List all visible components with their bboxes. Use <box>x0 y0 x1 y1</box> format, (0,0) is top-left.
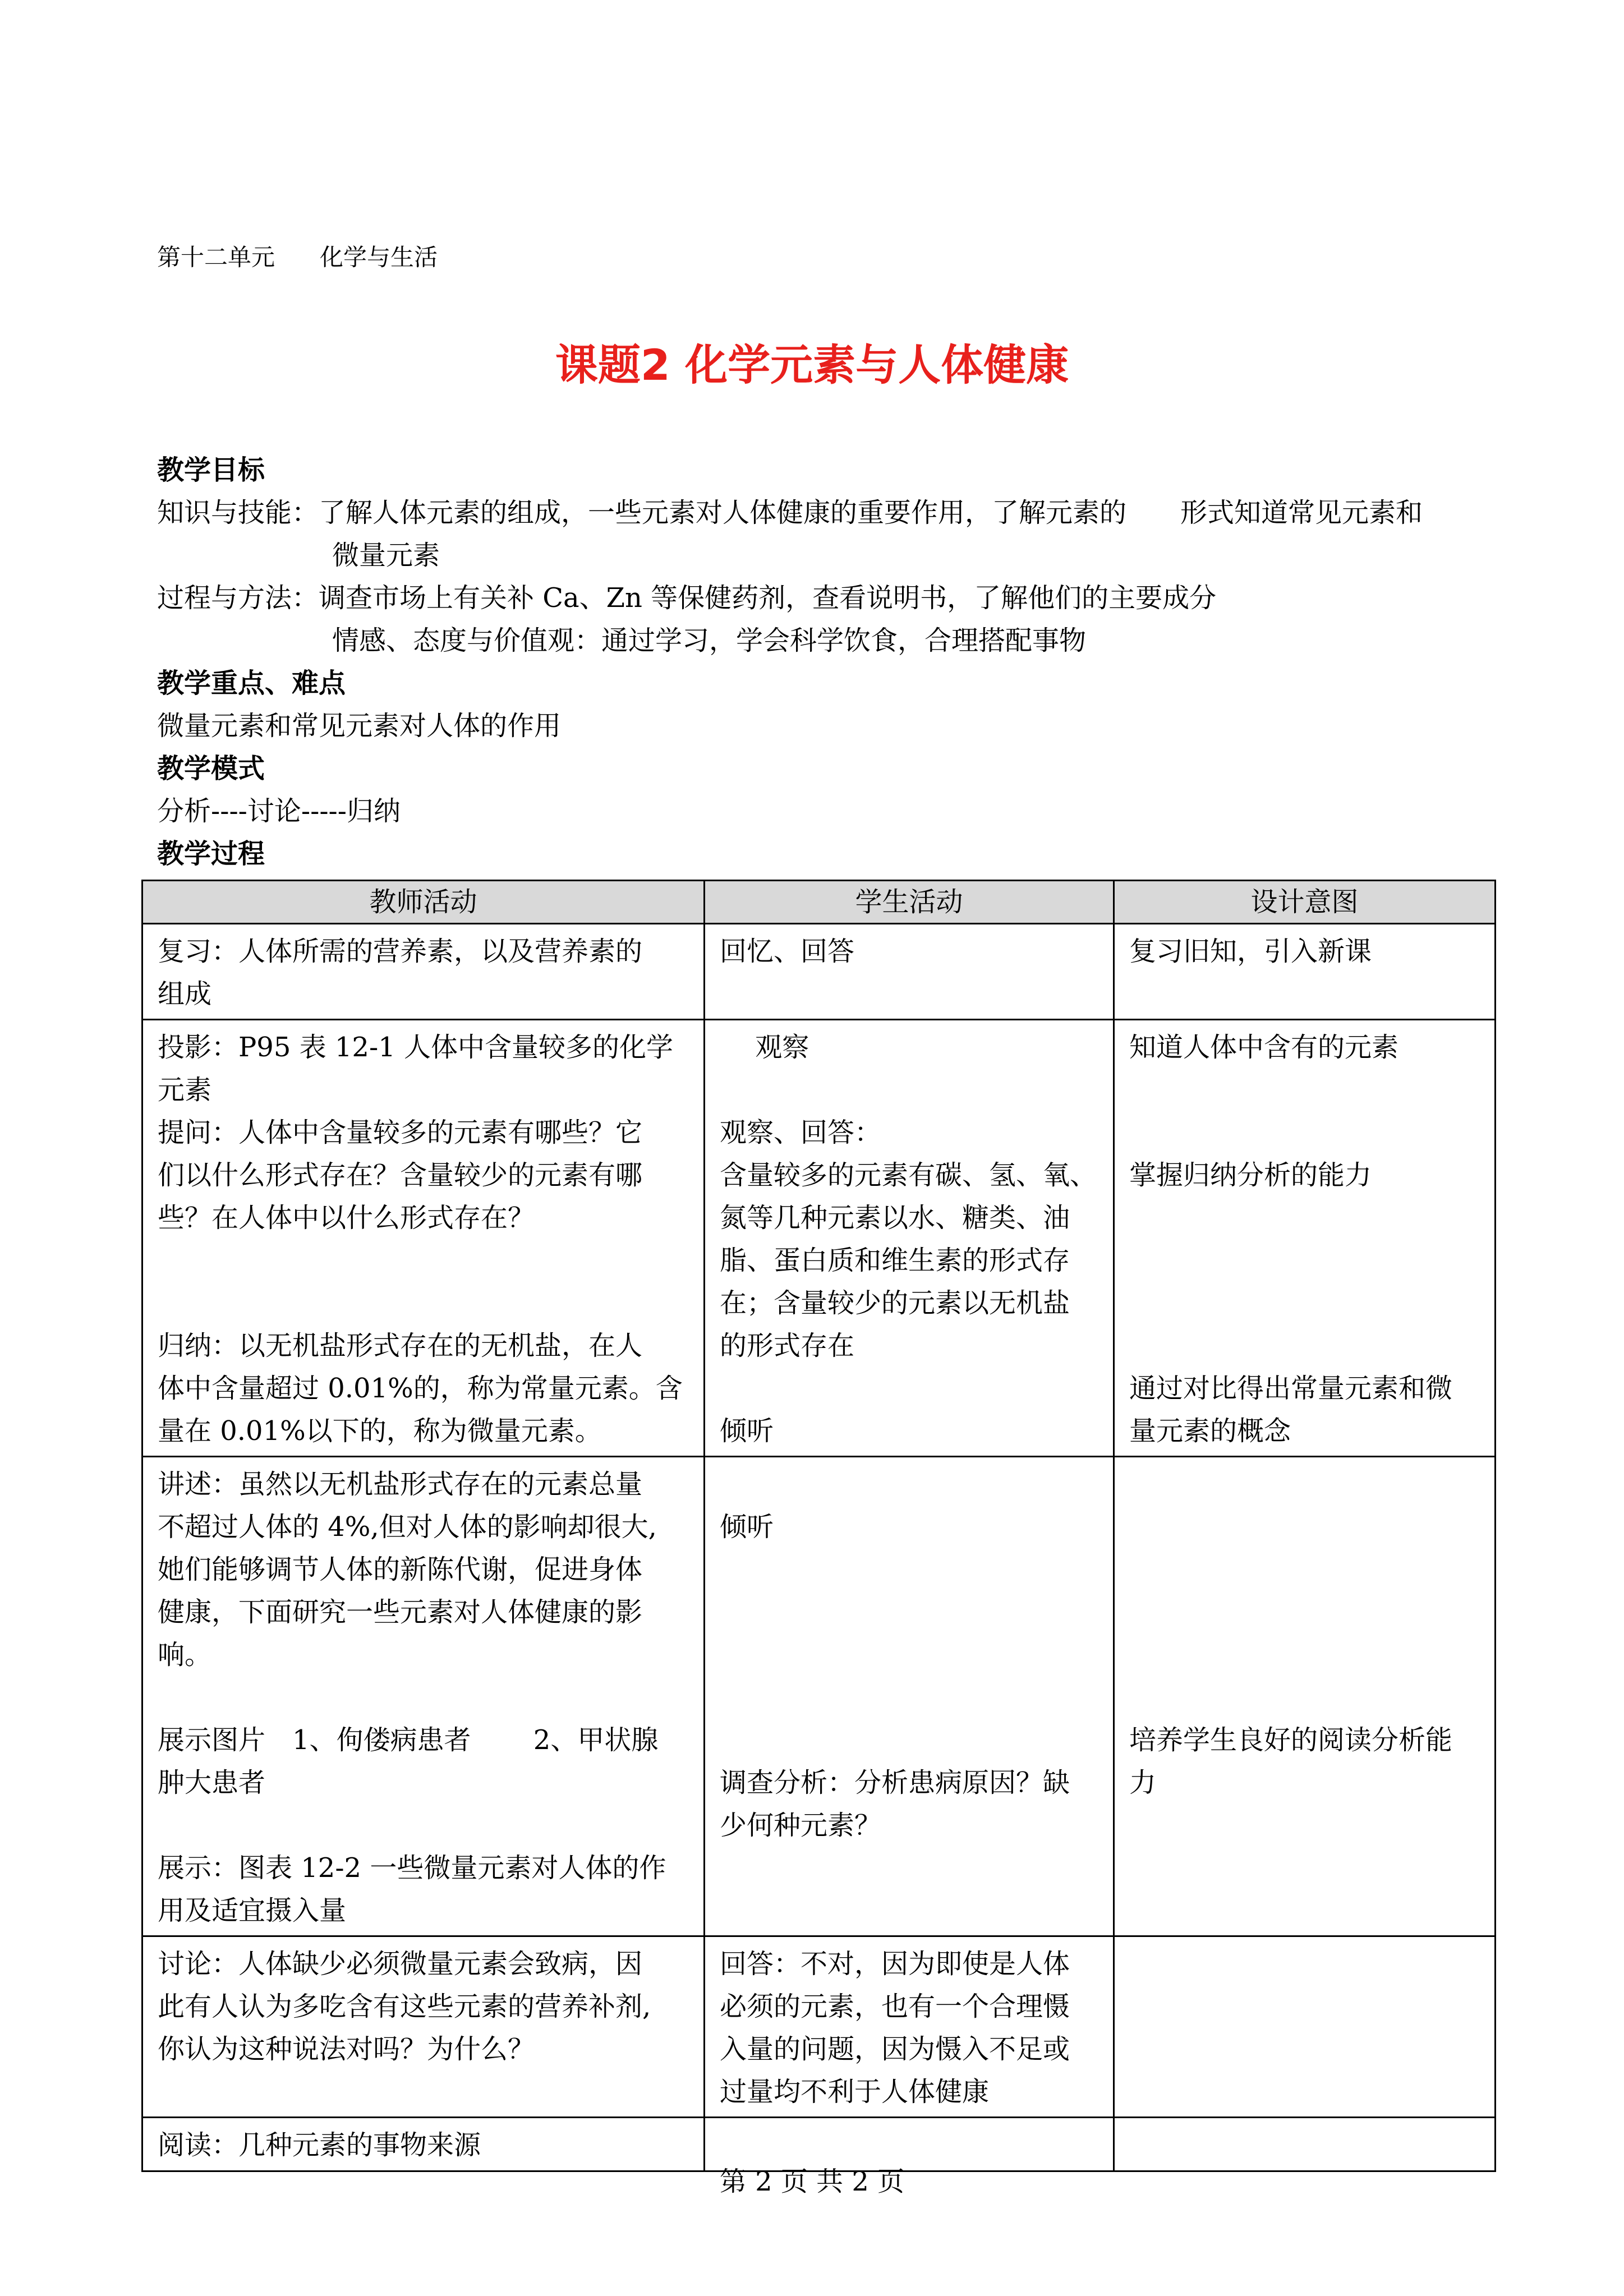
page-title: 课题2 化学元素与人体健康 <box>555 340 1069 390</box>
student-cell <box>705 1936 1114 2118</box>
text-line: 氮等几种元素以水、糖类、油 <box>720 1202 1070 1234</box>
teaching-process-table <box>141 880 1496 2172</box>
text-line: 肿大患者 <box>158 1767 266 1798</box>
text-line: 通过对比得出常量元素和微 <box>1129 1373 1453 1404</box>
text-line: 响。 <box>158 1639 212 1671</box>
design-cell <box>1114 924 1496 1020</box>
goal-emotion: 情感、态度与价值观：通过学习，学会科学饮食，合理搭配事物 <box>332 625 1087 656</box>
text-line: 倾听 <box>720 1415 774 1447</box>
text-line: 调查分析：分析患病原因？缺 <box>720 1767 1070 1798</box>
key-points-heading: 教学重点、难点 <box>157 668 346 699</box>
process-heading: 教学过程 <box>157 838 265 869</box>
text-line: 必须的元素，也有一个合理慑 <box>720 1991 1070 2022</box>
text-line: 不超过人体的 4%,但对人体的影响却很大, <box>158 1511 657 1543</box>
text-line: 复习旧知，引入新课 <box>1129 936 1372 967</box>
text-line: 含量较多的元素有碳、氢、氧、 <box>720 1159 1097 1191</box>
mode-text: 分析----讨论-----归纳 <box>157 795 401 827</box>
text-line: 讨论：人体缺少必须微量元素会致病，因 <box>158 1948 643 1980</box>
mode-heading: 教学模式 <box>157 753 265 784</box>
text-line: 量在 0.01%以下的，称为微量元素。 <box>158 1415 602 1447</box>
goal-process: 过程与方法：调查市场上有关补 Ca、Zn 等保健药剂，查看说明书，了解他们的主要成分 <box>157 582 1217 614</box>
text-line: 体中含量超过 0.01%的，称为常量元素。含 <box>158 1373 683 1404</box>
lesson-body <box>157 449 1492 875</box>
text-line: 元素 <box>158 1074 212 1106</box>
text-line: 知道人体中含有的元素 <box>1129 1032 1399 1063</box>
text-line: 你认为这种说法对吗？为什么？ <box>158 2033 535 2065</box>
text-line: 观察 <box>720 1032 809 1063</box>
table-row <box>142 1457 1496 1936</box>
text-line: 倾听 <box>720 1511 774 1543</box>
text-line: 们以什么形式存在？含量较少的元素有哪 <box>158 1159 643 1191</box>
teacher-cell <box>142 1020 705 1457</box>
text-line: 掌握归纳分析的能力 <box>1129 1159 1372 1191</box>
text-line: 展示：图表 12-2 一些微量元素对人体的作 <box>158 1852 666 1884</box>
text-line: 她们能够调节人体的新陈代谢，促进身体 <box>158 1554 643 1585</box>
header-teacher-activity: 教师活动 <box>142 881 705 924</box>
unit-topic: 化学与生活 <box>320 243 438 271</box>
teacher-cell <box>142 1457 705 1936</box>
text-line: 在；含量较少的元素以无机盐 <box>720 1287 1070 1319</box>
text-line: 的形式存在 <box>720 1330 855 1361</box>
text-line: 力 <box>1129 1767 1157 1798</box>
text-line: 回答：不对，因为即使是人体 <box>720 1948 1070 1980</box>
table-row <box>142 924 1496 1020</box>
student-cell <box>705 1457 1114 1936</box>
text-line: 投影：P95 表 12-1 人体中含量较多的化学 <box>158 1032 673 1063</box>
design-cell <box>1114 1020 1496 1457</box>
text-line: 提问：人体中含量较多的元素有哪些？它 <box>158 1117 643 1148</box>
unit-number: 第十二单元 <box>157 243 275 271</box>
text-line: 归纳：以无机盐形式存在的无机盐，在人 <box>158 1330 643 1361</box>
text-line: 少何种元素？ <box>720 1810 882 1841</box>
text-line: 讲述：虽然以无机盐形式存在的元素总量 <box>158 1469 643 1500</box>
table-row <box>142 1020 1496 1457</box>
text-line: 入量的问题，因为慑入不足或 <box>720 2033 1070 2065</box>
table-header-row <box>142 881 1496 924</box>
text-line: 回忆、回答 <box>720 936 855 967</box>
text-line: 此有人认为多吃含有这些元素的营养补剂, <box>158 1991 651 2022</box>
text-line: 观察、回答： <box>720 1117 882 1148</box>
student-cell <box>705 1020 1114 1457</box>
design-cell <box>1114 1936 1496 2118</box>
text-line: 组成 <box>158 978 212 1010</box>
teacher-cell <box>142 1936 705 2118</box>
teacher-cell <box>142 924 705 1020</box>
text-line: 培养学生良好的阅读分析能 <box>1129 1724 1453 1756</box>
text-line: 些？在人体中以什么形式存在？ <box>158 1202 535 1234</box>
unit-header <box>157 239 438 273</box>
text-line: 脂、蛋白质和维生素的形式存 <box>720 1245 1070 1276</box>
text-line: 过量均不利于人体健康 <box>720 2076 990 2108</box>
design-cell <box>1114 1457 1496 1936</box>
text-line: 量元素的概念 <box>1129 1415 1291 1447</box>
header-design-intent: 设计意图 <box>1114 881 1496 924</box>
key-points-text: 微量元素和常见元素对人体的作用 <box>157 710 562 742</box>
goal-knowledge-line2: 微量元素 <box>332 540 440 571</box>
text-line: 健康，下面研究一些元素对人体健康的影 <box>158 1596 643 1628</box>
goals-heading: 教学目标 <box>157 454 265 486</box>
header-student-activity: 学生活动 <box>705 881 1114 924</box>
text-line: 展示图片 1、佝偻病患者 2、甲状腺 <box>158 1724 659 1756</box>
table-row <box>142 1936 1496 2118</box>
text-line: 阅读：几种元素的事物来源 <box>158 2129 481 2161</box>
page-number: 第 2 页 共 2 页 <box>719 2166 905 2197</box>
text-line: 用及适宜摄入量 <box>158 1895 347 1926</box>
text-line: 复习：人体所需的营养素，以及营养素的 <box>158 936 643 967</box>
student-cell <box>705 924 1114 1020</box>
goal-knowledge-line1: 知识与技能：了解人体元素的组成，一些元素对人体健康的重要作用，了解元素的 形式知道常见元素和 <box>157 497 1423 528</box>
